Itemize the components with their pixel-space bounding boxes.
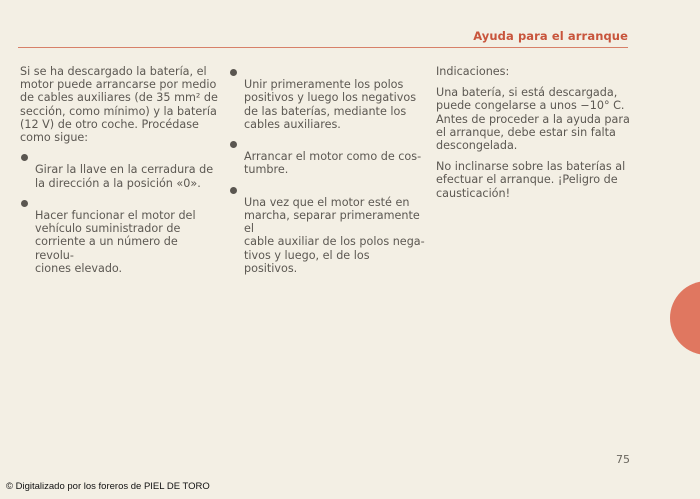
bullet-item [229, 183, 425, 275]
bullet-dot-icon [230, 187, 237, 194]
bullet-text: Girar la llave en la cerradura de la dirección a la posición «0». [35, 163, 214, 190]
bullet-dot-icon [21, 200, 28, 207]
column-2 [229, 65, 425, 281]
bullet-item [229, 65, 425, 131]
bullet-text: Hacer funcionar el motor del vehículo suministrador de corriente a un número de revolu- ciones elevado. [35, 209, 196, 275]
bullet-item [20, 150, 220, 190]
notes-heading: Indicaciones: [436, 65, 510, 78]
intro-paragraph: Si se ha descargado la batería, el motor puede arrancarse por medio de cables auxiliares (de 35 mm² de sección, como mínimo) y la batería (12 V) de otro coche. Procédase como sigue: [20, 65, 218, 145]
bullet-dot-icon [230, 141, 237, 148]
bullet-dot-icon [21, 154, 28, 161]
header-divider [18, 47, 628, 48]
note-paragraph: No inclinarse sobre las baterías al efectuar el arranque. ¡Peligro de causticación! [436, 160, 626, 200]
bullet-text: Una vez que el motor esté en marcha, separar primeramente el cable auxiliar de los polos nega- tivos y luego, el de los positivos. [244, 195, 425, 275]
column-1 [20, 65, 220, 281]
bullet-dot-icon [230, 69, 237, 76]
bullet-text: Unir primeramente los polos positivos y luego los negativos de las baterías, mediante los cables auxiliares. [244, 78, 417, 131]
page-number: 75 [616, 453, 630, 466]
section-title: Ayuda para el arranque [473, 29, 628, 43]
bullet-item [229, 137, 425, 177]
footer-credit: © Digitalizado por los foreros de PIEL DE TORO [6, 481, 210, 492]
chapter-tab-marker [670, 281, 700, 355]
note-paragraph: Una batería, si está descargada, puede congelarse a unos −10° C. Antes de proceder a la ayuda para el arranque, debe estar sin falta descongelada. [436, 86, 630, 153]
column-3 [436, 65, 636, 208]
bullet-item [20, 196, 220, 275]
bullet-text: Arrancar el motor como de cos- tumbre. [244, 150, 422, 177]
